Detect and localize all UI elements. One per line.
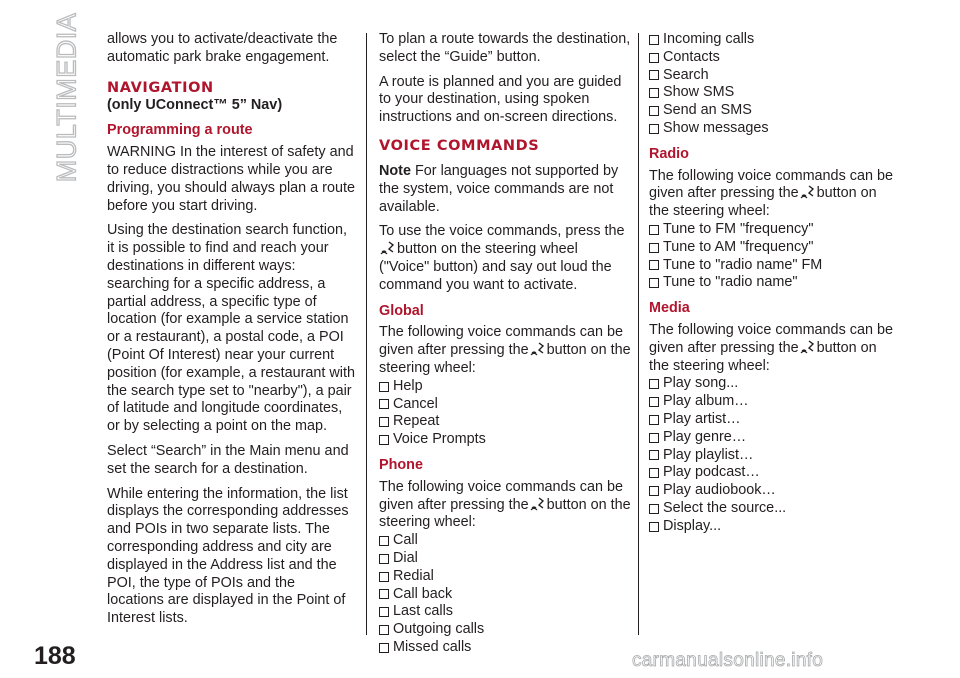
voice-usage-text-before: To use the voice commands, press the (379, 223, 625, 240)
list-item-label: Play album… (663, 393, 749, 410)
destination-search-paragraph: Using the destination search function, it is possible to find and reach your destinations in different ways: searching for a specific address, a partial address, a specific type of location (for example a service station or a restaurant), a postal code, a POI (Point Of Interest) near your current position (for example, a restaurant with the search type set to "nearby"), a pair of latitude and longitude coordinates, or by selecting a point on the map. (107, 222, 355, 435)
navigation-heading: NAVIGATION (107, 79, 214, 96)
checkbox-square-icon (649, 260, 659, 270)
checkbox-square-icon (649, 486, 659, 496)
intro-paragraph: allows you to activate/deactivate the automatic park brake engagement. (107, 31, 338, 65)
list-item (379, 378, 631, 396)
list-item-label: Search (663, 66, 709, 83)
voice-commands-heading: VOICE COMMANDS (379, 137, 540, 154)
note-paragraph (379, 163, 631, 216)
global-heading: Global (379, 302, 424, 319)
list-item (379, 413, 631, 431)
checkbox-square-icon (649, 450, 659, 460)
list-item-label: Play song... (663, 375, 739, 392)
instruction-text-after: button on the steering wheel: (379, 342, 631, 376)
phone-command-list-continued (649, 31, 899, 138)
instruction-text-after: button on the steering wheel: (379, 496, 631, 531)
voice-command-icon (800, 340, 816, 355)
list-item (649, 84, 899, 102)
global-command-list (379, 378, 631, 449)
checkbox-square-icon (649, 415, 659, 425)
voice-command-icon (380, 241, 396, 256)
list-item (649, 239, 899, 257)
page-number: 188 (34, 642, 76, 670)
list-item-label: Play audiobook… (663, 482, 776, 499)
media-command-list (649, 375, 899, 535)
media-instructions (649, 322, 899, 375)
checkbox-square-icon (649, 225, 659, 235)
list-item (379, 532, 631, 550)
list-item-label: Play genre… (663, 428, 747, 445)
programming-route-heading: Programming a route (107, 122, 253, 139)
list-item-label: Send an SMS (663, 102, 752, 119)
voice-usage-paragraph (379, 223, 631, 294)
checkbox-square-icon (379, 536, 389, 546)
instruction-text-before: The following voice commands can be given after pressing the (649, 321, 893, 356)
list-item-label: Outgoing calls (393, 621, 485, 638)
navigation-subheading: (only UConnect™ 5” Nav) (107, 96, 283, 113)
checkbox-square-icon (649, 124, 659, 134)
list-item-label: Call (393, 532, 418, 549)
voice-command-icon (800, 185, 816, 200)
list-item-label: Dial (393, 549, 418, 566)
search-menu-paragraph: Select “Search” in the Main menu and set the search for a destination. (107, 442, 349, 477)
list-item-label: Last calls (393, 603, 453, 620)
list-item (649, 447, 899, 465)
checkbox-square-icon (649, 243, 659, 253)
watermark: carmanualsonline.info (632, 650, 824, 671)
checkbox-square-icon (649, 53, 659, 63)
warning-text: In the interest of safety and to reduce distractions while you are driving, you should always plan a route before you start driving. (107, 144, 355, 214)
voice-command-icon (530, 342, 546, 357)
list-item-label: Help (393, 377, 423, 394)
section-tab (44, 12, 90, 182)
list-item (379, 639, 631, 657)
list-item (649, 49, 899, 67)
radio-instructions (649, 168, 899, 221)
list-item-label: Cancel (393, 395, 438, 412)
radio-heading: Radio (649, 145, 689, 162)
phone-command-list (379, 532, 631, 657)
instruction-text-before: The following voice commands can be given after pressing the (379, 478, 623, 513)
instruction-text-before: The following voice commands can be given after pressing the (379, 324, 623, 359)
voice-usage-text-after: button on the steering wheel ("Voice" button) and say out loud the command you want to activate. (379, 241, 612, 293)
checkbox-square-icon (649, 433, 659, 443)
list-item-label: Tune to FM "frequency" (663, 220, 814, 237)
checkbox-square-icon (379, 417, 389, 427)
guide-paragraph: To plan a route towards the destination, select the “Guide” button. (379, 31, 631, 65)
checkbox-square-icon (649, 397, 659, 407)
checkbox-square-icon (379, 435, 389, 445)
list-item (649, 518, 899, 536)
column-2 (379, 31, 631, 663)
list-item (649, 102, 899, 120)
list-item-label: Tune to "radio name" (663, 274, 798, 291)
checkbox-square-icon (649, 379, 659, 389)
list-item (649, 67, 899, 85)
radio-command-list (649, 221, 899, 292)
list-item (379, 586, 631, 604)
voice-command-icon (530, 497, 546, 512)
list-item (379, 396, 631, 414)
list-item (649, 274, 899, 292)
list-item-label: Missed calls (393, 638, 472, 655)
list-item (649, 257, 899, 275)
checkbox-square-icon (649, 106, 659, 116)
checkbox-square-icon (649, 70, 659, 80)
checkbox-square-icon (649, 468, 659, 478)
warning-label: WARNING (107, 144, 177, 161)
list-item-label: Incoming calls (663, 31, 755, 47)
list-item-label: Contacts (663, 48, 720, 65)
phone-heading: Phone (379, 456, 423, 473)
list-item-label: Play podcast… (663, 464, 760, 481)
checkbox-square-icon (379, 607, 389, 617)
instruction-text-before: The following voice commands can be given after pressing the (649, 167, 893, 202)
checkbox-square-icon (649, 522, 659, 532)
list-item (379, 550, 631, 568)
checkbox-square-icon (379, 399, 389, 409)
list-item (649, 393, 899, 411)
list-item-label: Select the source... (663, 499, 787, 516)
column-3 (649, 31, 899, 542)
list-item-label: Call back (393, 585, 453, 602)
list-item (649, 375, 899, 393)
list-item (379, 431, 631, 449)
list-item-label: Show SMS (663, 84, 735, 101)
checkbox-square-icon (379, 572, 389, 582)
checkbox-square-icon (379, 643, 389, 653)
list-item (649, 31, 899, 49)
list-item (649, 482, 899, 500)
checkbox-square-icon (649, 88, 659, 98)
checkbox-square-icon (649, 504, 659, 514)
list-item-label: Play playlist… (663, 446, 754, 463)
media-heading: Media (649, 300, 690, 317)
list-item (379, 621, 631, 639)
lists-paragraph: While entering the information, the list displays the corresponding addresses and POIs in two separate lists. The corresponding address and city are displayed in the Address list and the POI, the type of POIs and the locations are displayed in the Point of Interest lists. (107, 485, 349, 627)
column-divider (638, 33, 639, 635)
global-instructions (379, 324, 631, 377)
checkbox-square-icon (379, 589, 389, 599)
instruction-text-after: button on the steering wheel: (649, 185, 877, 220)
list-item (649, 411, 899, 429)
checkbox-square-icon (379, 625, 389, 635)
list-item-label: Redial (393, 567, 434, 584)
list-item (649, 464, 899, 482)
list-item (379, 603, 631, 621)
warning-paragraph (107, 144, 355, 215)
column-1 (107, 31, 355, 635)
phone-instructions (379, 479, 631, 532)
instruction-text-after: button on the steering wheel: (649, 339, 877, 374)
checkbox-square-icon (379, 382, 389, 392)
checkbox-square-icon (649, 35, 659, 45)
section-tab-label: MULTIMEDIA (51, 12, 82, 182)
list-item (649, 429, 899, 447)
list-item-label: Play artist… (663, 410, 741, 427)
checkbox-square-icon (379, 554, 389, 564)
list-item-label: Display... (663, 517, 722, 534)
list-item (379, 568, 631, 586)
list-item-label: Show messages (663, 119, 769, 136)
list-item-label: Tune to "radio name" FM (663, 256, 823, 273)
list-item (649, 221, 899, 239)
list-item-label: Voice Prompts (393, 431, 486, 448)
checkbox-square-icon (649, 278, 659, 288)
list-item-label: Repeat (393, 413, 440, 430)
note-text: For languages not supported by the system, voice commands are not available. (379, 162, 619, 215)
list-item (649, 120, 899, 138)
route-planned-paragraph: A route is planned and you are guided to your destination, using spoken instructions and on-screen directions. (379, 73, 622, 126)
list-item (649, 500, 899, 518)
note-label: Note (379, 162, 411, 179)
list-item-label: Tune to AM "frequency" (663, 238, 814, 255)
column-divider (366, 33, 367, 635)
